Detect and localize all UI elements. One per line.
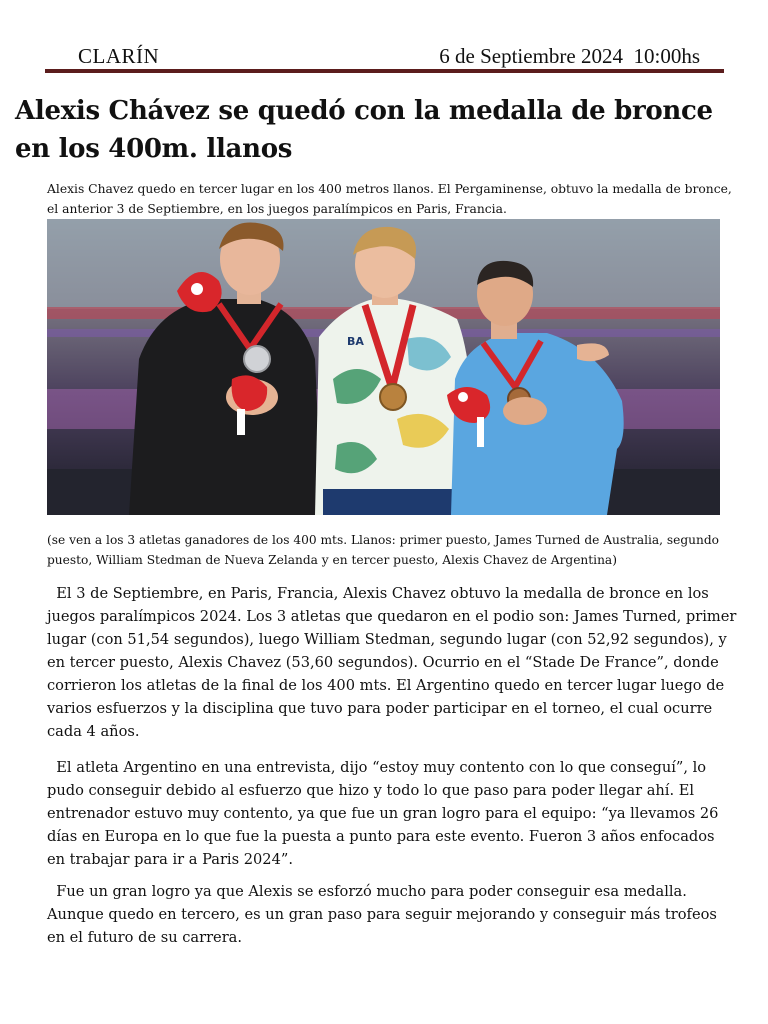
- podium-illustration: [47, 219, 720, 515]
- body-paragraph-1: El 3 de Septiembre, en Paris, Francia, Alexis Chavez obtuvo la medalla de bronce en los juegos paralímpicos 2024. Los 3 atletas que quedaron en el podio son: James Turned, primer lugar (con 51,54 segundos), luego William Stedman, segundo lugar (con 52,92 segundos), y en tercer puesto, Alexis Chavez (53,60 segundos). Ocurrio en el “Stade De France”, donde corrieron los atletas de la final de los 400 mts. El Argentino quedo en tercer lugar luego de varios esfuerzos y la disciplina que tuvo para poder participar en el torneo, el cual ocurre cada 4 años.: [47, 585, 741, 740]
- body-paragraph-2: El atleta Argentino en una entrevista, dijo “estoy muy contento con lo que conseguí”, lo pudo conseguir debido al esfuerzo que hizo y todo lo que paso para poder llegar ahí. El entrenador estuvo muy contento, ya que fue un gran logro para el equipo: “ya llevamos 26 días en Europa en lo que fue la puesta a punto para este evento. Fueron 3 años enfocados en trabajar para ir a Paris 2024”.: [47, 759, 724, 868]
- masthead-divider: [45, 69, 724, 73]
- newspaper-name: CLARÍN: [78, 44, 160, 68]
- article-lead: Alexis Chavez quedo en tercer lugar en los 400 metros llanos. El Pergaminense, obtuvo la medalla de bronce, el anterior 3 de Septiembre, en los juegos paralímpicos en Paris, Francia.: [47, 182, 732, 216]
- photo-caption: (se ven a los 3 atletas ganadores de los 400 mts. Llanos: primer puesto, James Turned de Australia, segundo puesto, William Stedman de Nueva Zelanda y en tercer puesto, Alexis Chavez de Argentina): [47, 533, 720, 567]
- publication-date: 6 de Septiembre 2024 10:00hs: [439, 44, 700, 68]
- bib-label: BA: [347, 335, 364, 348]
- body-paragraph-3: Fue un gran logro ya que Alexis se esforzó mucho para poder conseguir esa medalla. Aunque quedo en tercero, es un gran paso para seguir mejorando y conseguir más trofeos en el futuro de su carrera.: [47, 883, 722, 946]
- podium-photo: [47, 219, 720, 515]
- article-headline: Alexis Chávez se quedó con la medalla de bronce en los 400m. llanos: [15, 96, 713, 164]
- masthead: [45, 40, 724, 74]
